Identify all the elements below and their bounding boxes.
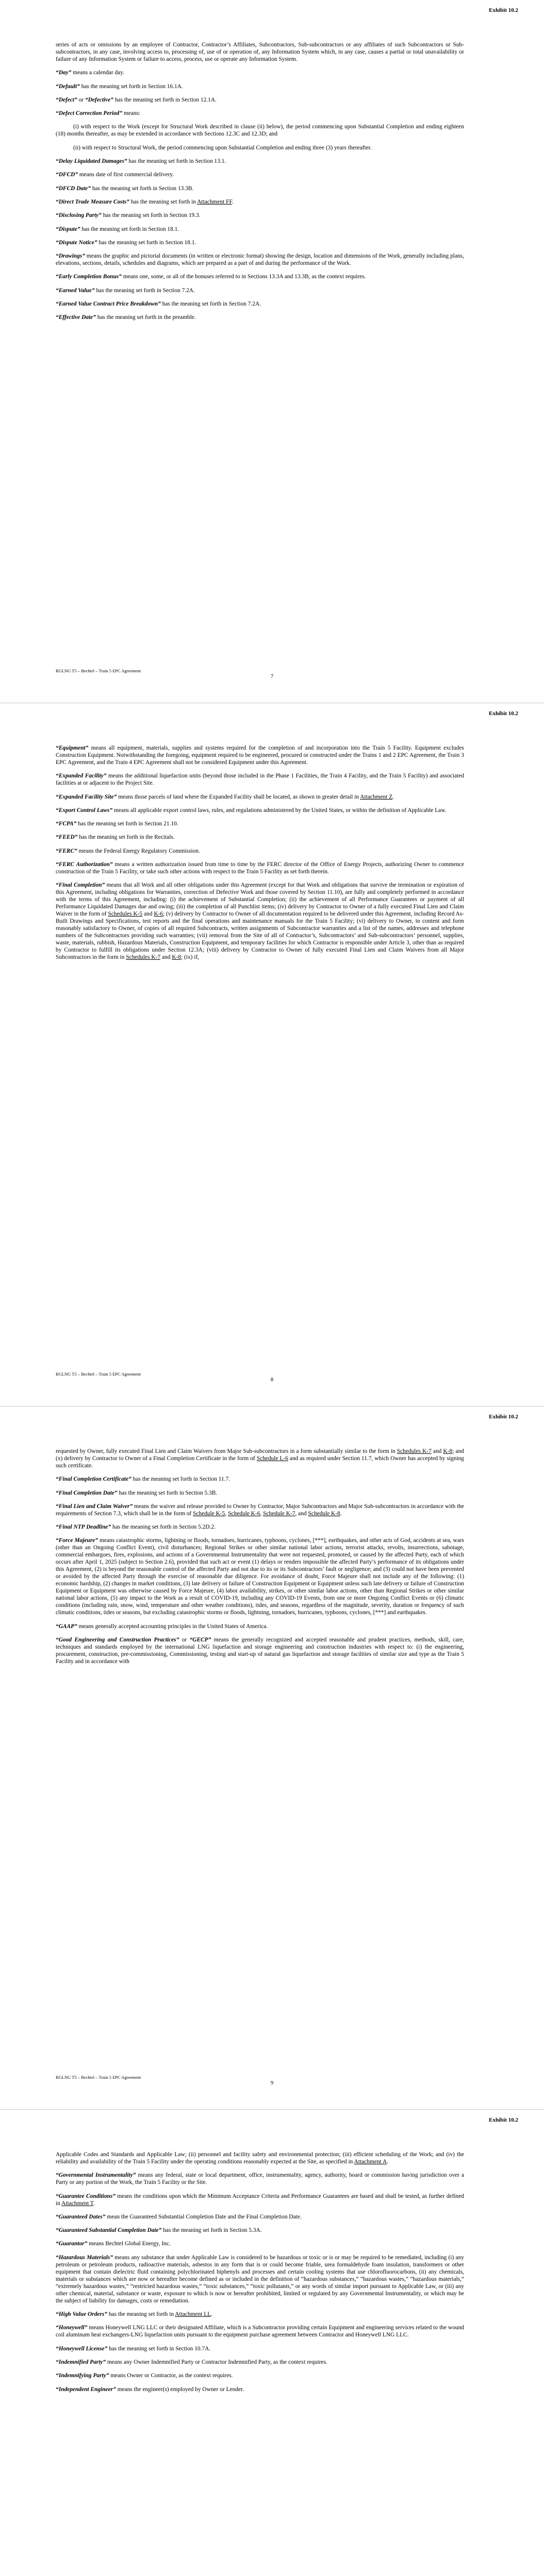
exhibit-label: Exhibit 10.2 bbox=[489, 7, 518, 13]
page-number: 8 bbox=[270, 1377, 274, 1383]
definition-guaranteed-substantial-completion-date bbox=[56, 2227, 464, 2234]
defined-term: “Defect Correction Period” bbox=[56, 110, 123, 117]
definition-text: mean the Guaranteed Substantial Completion Date and the Final Completion Date. bbox=[105, 2213, 302, 2220]
connector-text: or bbox=[179, 1637, 190, 1643]
definition-text: and bbox=[431, 1448, 443, 1454]
document-page-10 bbox=[0, 2110, 544, 2576]
defined-term: “High Value Orders” bbox=[56, 2311, 108, 2318]
definition-text: has the meaning set forth in Section 5.2D.2. bbox=[111, 1524, 216, 1531]
definition-text: means Honeywell LNG LLC or their designated Affiliate, which is a Subcontractor providing certain Equipment and engineering services related to the wound coil aluminum heat exchangers-LNG liquefaction units pursuant to the equipment purchase agreement between Contractor and Honeywell LNG LLC. bbox=[56, 2325, 464, 2338]
defined-term: “Earned Value” bbox=[56, 287, 95, 294]
defined-term: “FERC Authorization” bbox=[56, 861, 113, 868]
definition-day bbox=[56, 69, 464, 76]
defined-term: “Delay Liquidated Damages” bbox=[56, 158, 127, 165]
definition-text: means a written authorization issued from time to time by the FERC director of the Office of Energy Projects, authorizing Owner to commence construction of the Train 5 Facility, or take such other actions with respect to the Train 5 Facility as set forth therein. bbox=[56, 861, 464, 875]
definition-text: has the meaning set forth in Section 7.2A. bbox=[94, 287, 195, 294]
defined-term: “Drawings” bbox=[56, 253, 85, 260]
definition-gaap bbox=[56, 1623, 464, 1630]
definition-text: has the meaning set forth in the preamble. bbox=[95, 314, 196, 321]
definition-text: has the meaning set forth in Section 19.3. bbox=[101, 212, 201, 219]
definition-dispute-notice bbox=[56, 239, 464, 246]
definition-text: means date of first commercial delivery. bbox=[78, 172, 174, 178]
definition-text: has the meaning set forth in bbox=[129, 198, 197, 205]
definition-tail: . bbox=[392, 793, 394, 800]
definition-guarantee-conditions bbox=[56, 2193, 464, 2207]
defined-term: “Final Completion Date” bbox=[56, 1489, 118, 1496]
definition-text: means all applicable export control laws, rules, and regulations administered by the United States, or within the definition of Applicable Law. bbox=[112, 807, 447, 814]
definition-independent-engineer bbox=[56, 2386, 464, 2393]
schedule-link: Schedule K-7 bbox=[263, 1510, 295, 1517]
schedule-link: Schedule K-5 bbox=[193, 1510, 225, 1517]
definition-dfcd-date bbox=[56, 185, 464, 192]
page-footer: RGLNG T5 – Bechtel – Train 5 EPC Agreement bbox=[56, 2075, 141, 2080]
document-page-7 bbox=[0, 0, 544, 703]
defined-term: “Equipment” bbox=[56, 745, 89, 751]
defined-term: “GECP” bbox=[189, 1637, 211, 1643]
definition-text: means the Federal Energy Regulatory Commission. bbox=[77, 848, 200, 854]
paragraph: series of acts or omissions by an employee of Contractor, Contractor’s Affiliates, Subcontractors, Sub-subcontractors or any affiliates of such Subcontractors or Sub-subcontractors, in any case, involving access to, processing of, use of or operation of, any Information System which, in any case, causes a partial or total unavailability or failure of any Information System or failure to access, process, use or operate any Information System. bbox=[56, 42, 464, 62]
definition-text: means Owner or Contractor, as the context requires. bbox=[109, 2372, 233, 2379]
defined-term: “Guarantor” bbox=[56, 2241, 88, 2247]
defined-term: “Final NTP Deadline” bbox=[56, 1524, 111, 1531]
attachment-link: Attachment LL bbox=[175, 2311, 211, 2318]
definition-dfcd bbox=[56, 171, 464, 178]
exhibit-label: Exhibit 10.2 bbox=[489, 1414, 518, 1420]
exhibit-label: Exhibit 10.2 bbox=[489, 710, 518, 717]
defined-term: “Good Engineering and Construction Practices” bbox=[56, 1637, 179, 1643]
definition-force-majeure bbox=[56, 1537, 464, 1616]
page-content bbox=[56, 2151, 464, 2399]
definition-high-value-orders bbox=[56, 2311, 464, 2318]
definition-text: . bbox=[340, 1510, 342, 1517]
definition-text: has the meaning set forth in Section 18.1. bbox=[97, 239, 196, 246]
definition-text: has the meaning set forth in Section 18.1. bbox=[80, 226, 179, 232]
exhibit-label: Exhibit 10.2 bbox=[489, 2117, 518, 2123]
definition-text: has the meaning set forth in Section 10.7A. bbox=[107, 2345, 211, 2352]
defined-term: “Expanded Facility Site” bbox=[56, 793, 117, 800]
schedule-link: Schedule K-6 bbox=[228, 1510, 260, 1517]
attachment-link: Attachment T bbox=[61, 2200, 93, 2207]
sub-clause-i: (i) with respect to the Work (except for Structural Work described in clause (ii) below), the period commencing upon Substantial Completion and ending eighteen (18) months thereafter, as may be extended in accordance with Sections 12.3C and 12.3D; and bbox=[56, 124, 464, 138]
defined-term: “Direct Trade Measure Costs” bbox=[56, 198, 129, 205]
definition-defect-correction-period bbox=[56, 110, 464, 117]
definition-earned-value bbox=[56, 287, 464, 294]
defined-term: “FEED” bbox=[56, 834, 78, 841]
definition-text: has the meaning set forth in Section 13.3B. bbox=[91, 185, 194, 192]
defined-term: “Defect” bbox=[56, 96, 77, 103]
definition-drawings bbox=[56, 252, 464, 267]
definition-text: means the engineer(s) employed by Owner or Lender. bbox=[116, 2386, 244, 2393]
defined-term: “Effective Date” bbox=[56, 314, 96, 321]
definition-governmental-instrumentality bbox=[56, 2172, 464, 2186]
definition-text: means the additional liquefaction units (beyond those included in the Phase 1 Facilities, the Train 4 Facility, and the Train 5 Facility) and associated facilities at or adjacent to the Project Site. bbox=[56, 773, 464, 787]
definition-text: means a calendar day. bbox=[71, 70, 125, 76]
page-content bbox=[56, 1448, 464, 1671]
definition-dispute bbox=[56, 226, 464, 233]
definition-final-lien-waiver bbox=[56, 1503, 464, 1517]
definition-text: means Bechtel Global Energy, Inc. bbox=[87, 2241, 171, 2247]
schedule-link: Schedules K-7 bbox=[126, 954, 161, 961]
definition-text: has the meaning set forth in Section 21.10. bbox=[76, 821, 178, 827]
defined-term: “Early Completion Bonus” bbox=[56, 274, 122, 280]
schedule-link: Schedule K-8 bbox=[308, 1510, 340, 1517]
defined-term: “Dispute Notice” bbox=[56, 239, 97, 246]
definition-expanded-facility bbox=[56, 772, 464, 787]
schedule-link: Schedules K-5 bbox=[108, 911, 143, 918]
definition-text: means one, some, or all of the bonuses referred to in Sections 13.3A and 13.3B, as the context requires. bbox=[121, 274, 366, 280]
document-page-9 bbox=[0, 1406, 544, 2110]
definition-text: has the meaning set forth in Section 7.2A. bbox=[160, 301, 261, 308]
defined-term: “Final Lien and Claim Waiver” bbox=[56, 1503, 133, 1510]
defined-term: “Defective” bbox=[85, 96, 113, 103]
defined-term: “Disclosing Party” bbox=[56, 212, 102, 219]
defined-term: “Expanded Facility” bbox=[56, 773, 107, 779]
definition-indemnified-party bbox=[56, 2359, 464, 2366]
definition-text: has the meaning set forth in the Recitals. bbox=[77, 834, 175, 841]
connector-text: or bbox=[77, 96, 85, 103]
definition-text: means those parcels of land where the Expanded Facility shall be located, as shown in greater detail in bbox=[117, 793, 360, 800]
definition-text: has the meaning set forth in Section 13.1. bbox=[127, 158, 226, 165]
definition-defect bbox=[56, 96, 464, 104]
paragraph-continuation bbox=[56, 1448, 464, 1469]
definition-export-control-laws bbox=[56, 807, 464, 814]
definition-tail: . bbox=[211, 2311, 213, 2318]
schedule-link: K-6 bbox=[154, 911, 163, 918]
definition-text: ; (ix) if, bbox=[180, 954, 200, 961]
defined-term: “GAAP” bbox=[56, 1623, 77, 1630]
definition-text: ; and (x) delivery by Contractor to Owner of a Final Completion Certificate in the form of bbox=[56, 1448, 464, 1462]
definition-text: ; (v) delivery by Contractor to Owner of all documentation required to be delivered under this Agreement, including Record As-Built Drawings and Specifications, test reports and the final operations and maintenance manuals for the Train 5 Facility; (vi) delivery to Owner, in content and form reasonably satisfactory to Owner, of copies of all required Subcontracts, written assignments of Subcontractor warranties and a list of the names, addresses and telephone numbers of the Subcontractors providing such warranties; (vii) removal from the Site of all of Contractor’s, Subcontractors’ and Sub-subcontractors’ personnel, supplies, waste, materials, rubbish, Hazardous Materials, Construction Equipment, and temporary facilities for which Contractor is responsible under Article 3, other than as required by Contractor to fulfill its obligations under Section 12.3A; (viii) delivery by Contractor to Owner of fully executed Final Lien and Claim Waivers from all Major Subcontractors in the form in bbox=[56, 911, 464, 961]
definition-text: means: bbox=[122, 110, 141, 117]
definition-text: has the meaning set forth in Section 5.3B. bbox=[117, 1489, 218, 1496]
defined-term: “Guaranteed Dates” bbox=[56, 2213, 106, 2220]
definition-final-completion-certificate bbox=[56, 1476, 464, 1483]
definition-text: , and bbox=[295, 1510, 308, 1517]
defined-term: “Independent Engineer” bbox=[56, 2386, 116, 2393]
definition-tail: . bbox=[232, 198, 234, 205]
definition-honeywell bbox=[56, 2324, 464, 2338]
definition-effective-date bbox=[56, 314, 464, 321]
definition-text: means any Owner Indemnified Party or Contractor Indemnified Party, as the context requires. bbox=[106, 2359, 327, 2365]
definition-honeywell-license bbox=[56, 2345, 464, 2352]
defined-term: “Dispute” bbox=[56, 226, 80, 232]
definition-delay-ld bbox=[56, 158, 464, 165]
definition-earned-value-breakdown bbox=[56, 300, 464, 308]
schedule-link: K-8 bbox=[172, 954, 181, 961]
definition-text: means all equipment, materials, supplies and systems required for the completion of and incorporation into the Train 5 Facility. Equipment excludes Construction Equipment. Notwithstanding the foregoing, equipment required to be engineered, procured or constructed under the Trains 1 and 2 EPC Agreement, the Train 3 EPC Agreement, and the Train 4 EPC Agreement shall not be considered Equipment under this Agreement. bbox=[56, 745, 464, 766]
attachment-link: Attachment Z bbox=[360, 793, 393, 800]
definition-fcpa bbox=[56, 820, 464, 827]
sub-clause-ii: (ii) with respect to Structural Work, the period commencing upon Substantial Completion and ending three (3) years thereafter. bbox=[73, 144, 372, 151]
definition-text: means generally accepted accounting principles in the United States of America. bbox=[77, 1623, 268, 1630]
definition-text: means the graphic and pictorial documents (in written or electronic format) showing the design, location and dimensions of the Work, generally including plans, elevations, sections, details, schedules and diagrams, which are prepared as a part of and during the performance of the Work. bbox=[56, 253, 464, 267]
definition-text: and as required under Section 11.7, which Owner has accepted by signing such certificate. bbox=[56, 1455, 464, 1469]
definition-final-completion-date bbox=[56, 1489, 464, 1497]
definition-early-completion-bonus bbox=[56, 273, 464, 280]
definition-text: requested by Owner, fully executed Final Lien and Claim Waivers from Major Sub-subcontractors in a form substantially similar to the form in bbox=[56, 1448, 397, 1454]
defined-term: “DFCD” bbox=[56, 172, 78, 178]
definition-guarantor bbox=[56, 2240, 464, 2247]
defined-term: “Indemnified Party” bbox=[56, 2359, 106, 2365]
definition-text: means the conditions upon which the Minimum Acceptance Criteria and Performance Guarantees are based and shall be tested, as further defined in bbox=[56, 2193, 465, 2207]
defined-term: “Final Completion” bbox=[56, 882, 105, 889]
page-number: 9 bbox=[270, 2080, 274, 2086]
defined-term: “Honeywell” bbox=[56, 2325, 88, 2331]
definition-guaranteed-dates bbox=[56, 2213, 464, 2221]
definition-text: Applicable Codes and Standards and Applicable Law; (ii) personnel and facility safety and environmental protection; (iii) efficient scheduling of the Work; and (iv) the reliability and availability of the Train 5 Facility under the operating conditions reasonably expected at the Site, as specified in bbox=[56, 2151, 464, 2165]
defined-term: “Day” bbox=[56, 70, 72, 76]
defined-term: “Guarantee Conditions” bbox=[56, 2193, 116, 2199]
attachment-link: Attachment A bbox=[354, 2159, 387, 2165]
page-number: 7 bbox=[270, 673, 274, 680]
definition-text: means the waiver and release provided to Owner by Contractor, Major Subcontractors and Major Sub-subcontractors in accordance with the requirements of Section 7.3, which shall be in the form of bbox=[56, 1503, 464, 1517]
definition-direct-trade-measure-costs bbox=[56, 198, 464, 206]
defined-term: “FERC” bbox=[56, 848, 77, 854]
defined-term: “DFCD Date” bbox=[56, 185, 91, 192]
definition-final-ntp-deadline bbox=[56, 1523, 464, 1531]
definition-text: has the meaning set forth in Section 11.7. bbox=[131, 1476, 230, 1483]
definition-tail: . bbox=[387, 2159, 389, 2165]
definition-text: has the meaning set forth in bbox=[107, 2311, 175, 2318]
definition-text: has the meaning set forth in Section 5.3A. bbox=[161, 2227, 262, 2234]
defined-term: “Guaranteed Substantial Completion Date” bbox=[56, 2227, 162, 2234]
paragraph-continuation bbox=[56, 2151, 464, 2165]
defined-term: “Final Completion Certificate” bbox=[56, 1476, 131, 1483]
definition-gecp bbox=[56, 1636, 464, 1665]
defined-term: “Hazardous Materials” bbox=[56, 2254, 113, 2261]
schedule-link: K-8 bbox=[443, 1448, 453, 1454]
definition-ferc-authorization bbox=[56, 861, 464, 875]
page-content bbox=[56, 744, 464, 968]
defined-term: “Earned Value Contract Price Breakdown” bbox=[56, 301, 161, 308]
document-page-8 bbox=[0, 703, 544, 1406]
definition-indemnifying-party bbox=[56, 2372, 464, 2379]
definition-text: means that all Work and all other obligations under this Agreement (except for that Work and obligations that survive the termination or expiration of this Agreement, including obligations for Warranties, correction of Defective Work and those covered by Section 11.10), are fully and completely performed in accordance with the terms of this Agreement, including: (i) the achievement of Substantial Completion; (ii) the achievement of all Performance Guarantees or payment of all Performance Liquidated Damages due and owing; (iii) the completion of all Punchlist items; (iv) delivery by Contractor to Owner of a fully executed Final Lien and Claim Waiver in the form of bbox=[56, 882, 464, 918]
page-content bbox=[56, 41, 464, 328]
definition-feed bbox=[56, 834, 464, 841]
schedule-link: Schedules K-7 bbox=[397, 1448, 432, 1454]
definition-text: means any substance that under Applicable Law is considered to be hazardous or toxic or is or may be required to be remediated, including (i) any petroleum or petroleum products, radioactive materials, asbestos in any form that is or could become friable, urea formaldehyde foam insulation, transformers or other equipment that contain dielectric fluid containing polychlorinated biphenyls and processes and certain cooling systems that use chlorofluorocarbons, (ii) any chemicals, materials or substances which are now or hereafter become defined as or included in the definition of “hazardous substances,” “hazardous wastes,” “hazardous materials,” “extremely hazardous wastes,” “restricted hazardous wastes,” “toxic substances,” “toxic pollutants,” or any words of similar import pursuant to Applicable Law, or (iii) any other chemical, material, substance or waste, exposure to which is now or hereafter prohibited, limited or regulated by any Governmental Instrumentality, or which may be the subject of liability for damages, costs or remediation. bbox=[56, 2254, 464, 2304]
definition-disclosing-party bbox=[56, 212, 464, 219]
defined-term: “Default” bbox=[56, 83, 80, 90]
defined-term: “FCPA” bbox=[56, 821, 77, 827]
definition-text: means any federal, state or local department, office, instrumentality, agency, authority, board or commission having jurisdiction over a Party or any portion of the Work, the Train 5 Facility or the Site. bbox=[56, 2172, 465, 2186]
definition-text: and bbox=[160, 954, 172, 961]
definition-final-completion bbox=[56, 882, 464, 961]
definition-text: , bbox=[260, 1510, 263, 1517]
defined-term: “Honeywell License” bbox=[56, 2345, 108, 2352]
definition-hazardous-materials bbox=[56, 2254, 464, 2304]
definition-text: has the meaning set forth in Section 16.1A. bbox=[79, 83, 183, 90]
definition-equipment bbox=[56, 744, 464, 766]
definition-tail: . bbox=[93, 2200, 95, 2207]
definition-text: means the generally recognized and accepted reasonable and prudent practices, methods, skill, care, techniques and standards employed by the international LNG liquefaction and storage engineering and construction industries with respect to: (i) the engineering, procurement, construction, pre-commissioning, Commissioning, testing and start-up of natural gas liquefaction and storage facilities of similar size and type as the Train 5 Facility and in accordance with bbox=[56, 1637, 465, 1665]
definition-expanded-facility-site bbox=[56, 793, 464, 801]
schedule-link: Schedule L-6 bbox=[256, 1455, 288, 1462]
attachment-link: Attachment FF bbox=[197, 198, 232, 205]
page-footer: RGLNG T5 – Bechtel – Train 5 EPC Agreement bbox=[56, 1371, 141, 1377]
defined-term: “Governmental Instrumentality” bbox=[56, 2172, 136, 2179]
defined-term: “Indemnifying Party” bbox=[56, 2372, 109, 2379]
definition-text: , bbox=[225, 1510, 228, 1517]
definition-text: and bbox=[142, 911, 154, 918]
defined-term: “Force Majeure” bbox=[56, 1537, 98, 1544]
definition-text: has the meaning set forth in Section 12.1A. bbox=[113, 96, 217, 103]
definition-text: means catastrophic storms, lightning or floods, tornadoes, hurricanes, typhoons, cyclones, [***], earthquakes, and other acts of God, accidents at sea, wars (other than an Ongoing Conflict Event), civil disturbances; Regional Strikes or other similar national labor actions, terrorist attacks, revolts, insurrections, sabotage, commercial embargoes, fires, explosions, and actions of a Governmental Instrumentality that were not requested, promoted, or caused by the affected Party, each of which occurs after April 1, 2025 (subject to Section 2.6), provided that such act or event (1) delays or renders impossible the affected Party’s performance of its obligations under this Agreement, (2) is beyond the reasonable control of the affected Party and not due to its or its Subcontractors’ fault or negligence; and (3) could not have been prevented or avoided by the affected Party through the exercise of reasonable due diligence. For avoidance of doubt, Force Majeure shall not include any of the following: (1) economic hardship, (2) changes in market conditions, (3) late delivery or failure of Construction Equipment or Equipment unless such late delivery or failure of Construction Equipment or Equipment was otherwise caused by Force Majeure, (4) labor availability, strikes, or other similar labor actions, other than Regional Strikes or other similar national labor actions, (5) any impact to the Work as a result of COVID-19, including any COVID-19 Events, from one or more Ongoing Conflict Events or (6) climatic conditions (including rain, snow, wind, temperature and other weather conditions), tides, and seasons, regardless of the magnitude, severity, duration or frequency of such climatic conditions, tides or seasons, but excluding catastrophic storms or floods, lightning, tornadoes, hurricanes, typhoons, cyclones, [***] and earthquakes. bbox=[56, 1537, 464, 1616]
definition-default bbox=[56, 83, 464, 90]
defined-term: “Export Control Laws” bbox=[56, 807, 113, 814]
definition-ferc bbox=[56, 848, 464, 855]
page-footer: RGLNG T5 – Bechtel – Train 5 EPC Agreement bbox=[56, 668, 141, 673]
